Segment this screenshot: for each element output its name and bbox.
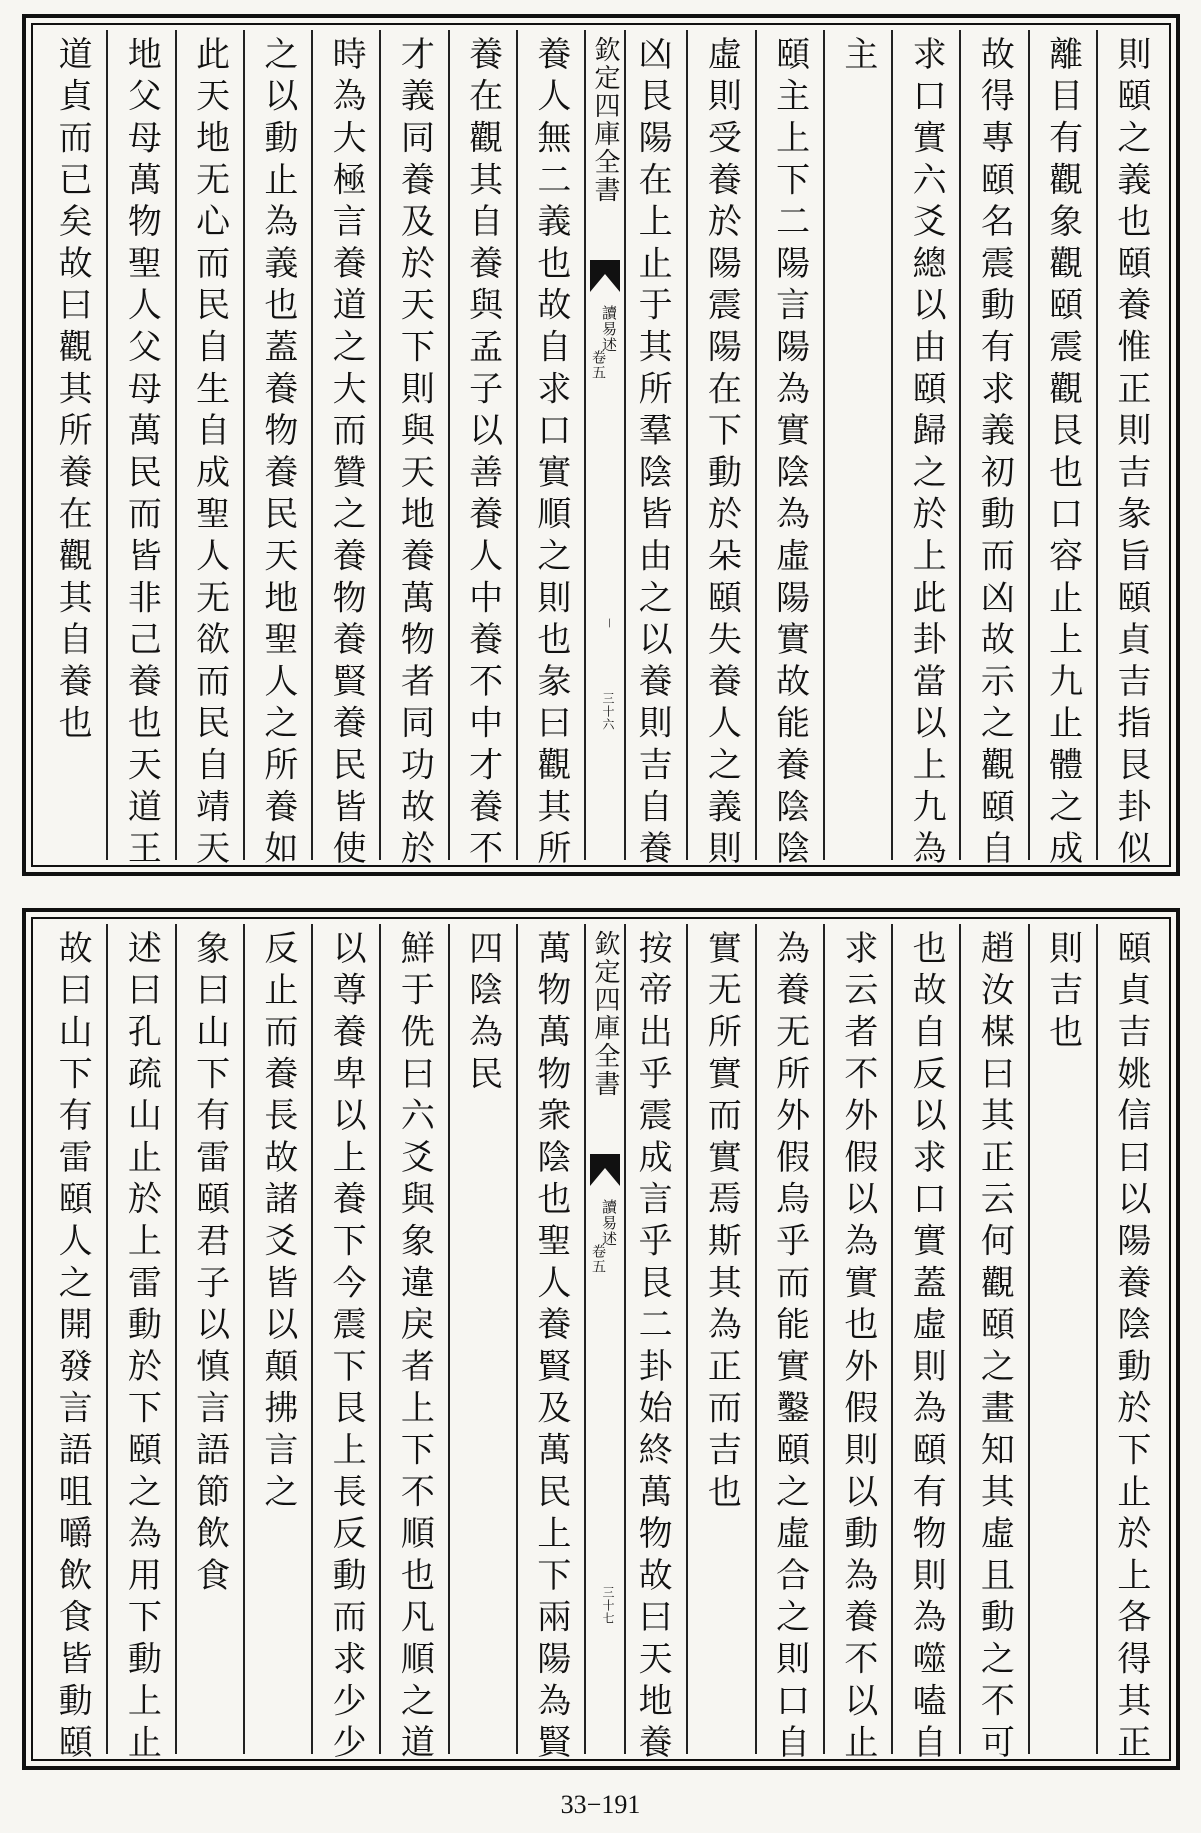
bottom-left-half	[38, 924, 584, 1766]
library-title: 欽定四庫全書	[590, 930, 620, 1098]
text-column: 之以動止為義也蓋養物養民天地聖人之所養如	[243, 30, 311, 860]
text-column: 求云者不外假以為實也外假則以動為養不以止	[823, 924, 891, 1754]
text-column: 時為大極言養道之大而贊之養物養賢養民皆使	[311, 30, 379, 860]
text-column: 則頤之義也頤養惟正則吉彖旨頤貞吉指艮卦似	[1096, 30, 1164, 860]
top-right-half	[618, 30, 1164, 872]
text-column: 故曰山下有雷頤人之開發言語咀嚼飲食皆動頤	[52, 930, 93, 1766]
text-column: 萬物萬物衆陰也聖人養賢及萬民上下兩陽為賢	[516, 924, 584, 1754]
text-column: 頤主上下二陽言陽為實陰為虛陽實故能養陰陰	[755, 30, 823, 860]
text-column: 反止而養長故諸爻皆以顛拂言之	[243, 924, 311, 1754]
text-column: 則吉也	[1028, 924, 1096, 1754]
margin-mark: 〡	[602, 618, 613, 628]
bottom-right-half	[618, 924, 1164, 1766]
text-column: 養在觀其自養與孟子以善養人中養不中才養不	[448, 30, 516, 860]
folio-number: 三十七	[601, 1586, 615, 1625]
fish-tail-mark-icon	[590, 260, 620, 292]
text-column: 以尊養卑以上養下今震下艮上長反動而求少少	[311, 924, 379, 1754]
book-title: 讀易述	[600, 305, 618, 353]
text-column: 離目有觀象觀頤震觀艮也口容止上九止體之成	[1028, 30, 1096, 860]
text-column: 也故自反以求口實蓋虛則為頤有物則為噬嗑自	[891, 924, 959, 1754]
book-title: 讀易述	[600, 1199, 618, 1247]
text-column: 此天地无心而民自生自成聖人无欲而民自靖天	[175, 30, 243, 860]
bottom-page	[22, 908, 1180, 1770]
text-column: 主	[823, 30, 891, 860]
top-center-column	[584, 30, 626, 860]
folio-number: 三十六	[601, 692, 615, 731]
text-column: 象曰山下有雷頤君子以慎言語節飲食	[175, 924, 243, 1754]
text-column: 按帝出乎震成言乎艮二卦始終萬物故曰天地養	[632, 930, 673, 1766]
text-column: 述曰孔疏山止於上雷動於下頤之為用下動上止	[106, 924, 174, 1754]
text-column: 四陰為民	[448, 924, 516, 1754]
text-column: 故得專頤名震動有求義初動而凶故示之觀頤自	[959, 30, 1027, 860]
text-column: 凶艮陽在上止于其所羣陰皆由之以養則吉自養	[632, 36, 673, 872]
text-column: 才義同養及於天下則與天地養萬物者同功故於	[379, 30, 447, 860]
text-column: 鮮于侁曰六爻與象違戾者上下不順也凡順之道	[379, 924, 447, 1754]
text-column: 虛則受養於陽震陽在下動於朵頤失養人之義則	[686, 30, 754, 860]
text-column: 頤貞吉姚信曰以陽養陰動於下止於上各得其正	[1096, 924, 1164, 1754]
top-page	[22, 14, 1180, 876]
text-column: 養人無二義也故自求口實順之則也彖曰觀其所	[516, 30, 584, 860]
text-column: 道貞而已矣故曰觀其所養在觀其自養也	[52, 36, 93, 747]
bottom-center-column	[584, 924, 626, 1754]
text-column: 為養无所外假烏乎而能實鑿頤之虛合之則口自	[755, 924, 823, 1754]
text-column: 地父母萬物聖人父母萬民而皆非己養也天道王	[106, 30, 174, 860]
juan-number: 卷五	[590, 1244, 606, 1274]
text-column: 趙汝楳曰其正云何觀頤之畫知其虛且動之不可	[959, 924, 1027, 1754]
text-column: 求口實六爻總以由頤歸之於上此卦當以上九為	[891, 30, 959, 860]
page-number: 33−191	[560, 1790, 641, 1819]
library-title: 欽定四庫全書	[590, 36, 620, 204]
top-left-half	[38, 30, 584, 872]
fish-tail-mark-icon	[590, 1154, 620, 1186]
juan-number: 卷五	[590, 350, 606, 380]
text-column: 實无所實而實焉斯其為正而吉也	[686, 924, 754, 1754]
